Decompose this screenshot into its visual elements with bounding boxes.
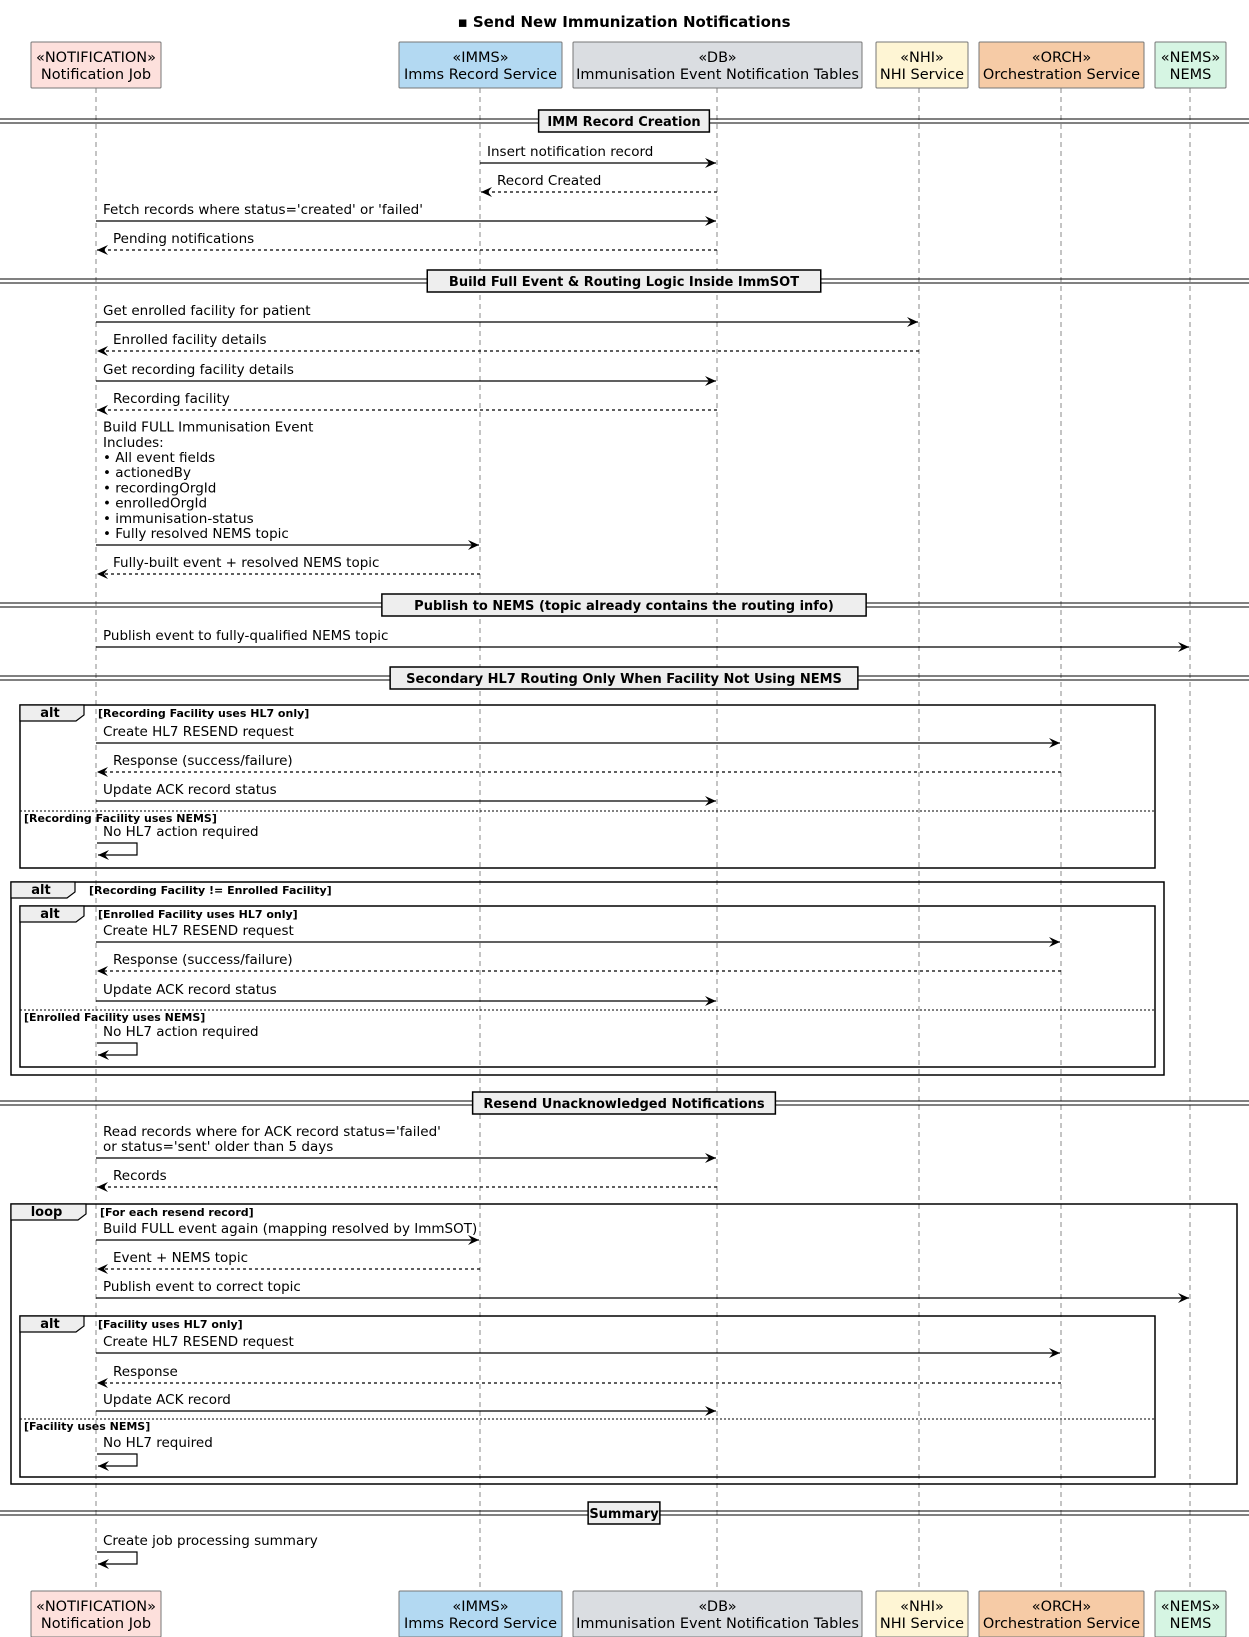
fragment-guard: [Enrolled Facility uses HL7 only] <box>98 908 298 921</box>
fragment-guard: [Facility uses HL7 only] <box>98 1318 243 1331</box>
message <box>97 824 259 855</box>
participant-name: Imms Record Service <box>404 1616 557 1632</box>
fragment-tag: alt <box>40 706 60 721</box>
section-divider-label: Resend Unacknowledged Notifications <box>483 1097 765 1112</box>
message <box>97 1168 717 1187</box>
message-label: Recording facility <box>113 391 230 407</box>
title-bullet-icon: ▪ <box>457 13 473 31</box>
message-label: • recordingOrgId <box>103 480 217 497</box>
fragment-else-guard: [Facility uses NEMS] <box>24 1420 151 1433</box>
message-label: Response (success/failure) <box>113 952 293 968</box>
message-label: Update ACK record status <box>103 782 277 798</box>
message-label: • All event fields <box>103 450 216 466</box>
message-label: Response (success/failure) <box>113 753 293 769</box>
participant-nj-bottom <box>31 1591 161 1637</box>
message <box>96 1334 1060 1353</box>
participant-stereotype: «NHI» <box>900 1599 944 1615</box>
message <box>96 303 918 322</box>
participant-name: Orchestration Service <box>982 67 1141 83</box>
message <box>97 753 1061 772</box>
message-label: Pending notifications <box>113 231 255 247</box>
participant-name: NEMS <box>1169 1616 1212 1632</box>
participant-name: Orchestration Service <box>982 1616 1141 1632</box>
fragment-else-guard: [Recording Facility uses NEMS] <box>24 812 217 825</box>
fragment-guard: [For each resend record] <box>100 1206 254 1219</box>
participant-ims-top <box>399 42 562 88</box>
section-divider <box>0 594 1249 616</box>
participant-nems-top <box>1155 42 1226 88</box>
message-label: Create HL7 RESEND request <box>103 724 294 740</box>
participant-name: NEMS <box>1169 67 1212 83</box>
message-label: • enrolledOrgId <box>103 495 208 512</box>
message-label: Update ACK record status <box>103 982 277 998</box>
message <box>97 231 717 250</box>
message-label: Create job processing summary <box>103 1533 318 1549</box>
section-divider-label: IMM Record Creation <box>547 115 701 130</box>
participant-stereotype: «IMMS» <box>452 1599 509 1615</box>
message-arrow <box>97 1043 137 1055</box>
participant-name: NHI Service <box>879 1616 965 1632</box>
message <box>96 628 1189 647</box>
message <box>96 1124 716 1158</box>
participant-name: Notification Job <box>40 67 152 83</box>
message-label: Build FULL event again (mapping resolved by ImmSOT) <box>103 1221 478 1237</box>
fragment-tag: loop <box>30 1205 63 1220</box>
participant-stereotype: «NHI» <box>900 50 944 66</box>
message-label: Includes: <box>103 434 164 451</box>
participant-stereotype: «NEMS» <box>1160 1599 1221 1615</box>
fragment-guard: [Recording Facility != Enrolled Facility] <box>89 884 332 897</box>
participant-name: Immunisation Event Notification Tables <box>576 67 859 83</box>
message <box>97 1533 318 1564</box>
message <box>97 952 1061 971</box>
message-label: Create HL7 RESEND request <box>103 923 294 939</box>
message-label: Response <box>113 1364 178 1380</box>
message-label: • Fully resolved NEMS topic <box>103 526 289 542</box>
participant-ims-bottom <box>399 1591 562 1637</box>
fragment-tag: alt <box>40 1317 60 1332</box>
participant-name: Imms Record Service <box>404 67 557 83</box>
message-label: Fully-built event + resolved NEMS topic <box>113 555 380 571</box>
message <box>481 173 717 192</box>
message <box>97 391 717 410</box>
message-label: • immunisation-status <box>103 510 254 527</box>
message-arrow <box>97 843 137 855</box>
participant-stereotype: «DB» <box>698 50 737 66</box>
message <box>97 1364 1061 1383</box>
message-label: Insert notification record <box>487 144 654 160</box>
message <box>97 1250 480 1269</box>
participant-nhi-bottom <box>876 1591 968 1637</box>
message <box>96 724 1060 743</box>
section-divider-label: Build Full Event & Routing Logic Inside ImmSOT <box>448 275 800 290</box>
message <box>97 332 919 351</box>
section-divider <box>0 1502 1249 1524</box>
section-divider-label: Secondary HL7 Routing Only When Facility Not Using NEMS <box>406 672 842 687</box>
message <box>97 1024 259 1055</box>
message-label: Create HL7 RESEND request <box>103 1334 294 1350</box>
message-label: Update ACK record <box>103 1392 231 1408</box>
svg-text:▪ Send New Immunization Notifi <box>457 13 790 31</box>
participant-stereotype: «IMMS» <box>452 50 509 66</box>
message-label: Get recording facility details <box>103 362 294 378</box>
participant-db-bottom <box>573 1591 862 1637</box>
participant-nj-top <box>31 42 161 88</box>
message-label: Record Created <box>497 173 602 189</box>
message-label: No HL7 required <box>103 1435 213 1451</box>
section-divider <box>0 270 1249 292</box>
diagram-title: Send New Immunization Notifications <box>472 13 791 31</box>
fragment-else-guard: [Enrolled Facility uses NEMS] <box>24 1011 206 1024</box>
message <box>96 1392 716 1411</box>
message <box>96 782 716 801</box>
message-label: Publish event to correct topic <box>103 1279 301 1295</box>
fragment-guard: [Recording Facility uses HL7 only] <box>98 707 310 720</box>
message-label: Records <box>113 1168 167 1184</box>
section-divider-label: Summary <box>589 1507 659 1522</box>
participant-name: NHI Service <box>879 67 965 83</box>
message <box>96 982 716 1001</box>
participant-nhi-top <box>876 42 968 88</box>
message-label: No HL7 action required <box>103 824 259 840</box>
participant-stereotype: «ORCH» <box>1031 1599 1092 1615</box>
section-divider <box>0 110 1249 132</box>
message <box>96 1279 1189 1298</box>
message-label: or status='sent' older than 5 days <box>103 1139 334 1155</box>
participant-name: Immunisation Event Notification Tables <box>576 1616 859 1632</box>
message <box>96 362 716 381</box>
message-arrow <box>97 1454 137 1466</box>
participant-stereotype: «NEMS» <box>1160 50 1221 66</box>
participant-stereotype: «NOTIFICATION» <box>35 1599 157 1615</box>
message-label: No HL7 action required <box>103 1024 259 1040</box>
message <box>480 144 716 163</box>
section-divider-label: Publish to NEMS (topic already contains the routing info) <box>414 599 834 614</box>
message-label: Build FULL Immunisation Event <box>103 419 314 436</box>
participant-orch-bottom <box>979 1591 1144 1637</box>
participant-orch-top <box>979 42 1144 88</box>
message <box>96 1221 479 1240</box>
message <box>96 923 1060 942</box>
message <box>96 420 479 545</box>
message <box>97 1435 213 1466</box>
message-label: Read records where for ACK record status='failed' <box>103 1123 441 1140</box>
message <box>97 555 480 574</box>
message-label: Get enrolled facility for patient <box>103 303 311 319</box>
participant-name: Notification Job <box>40 1616 152 1632</box>
message-label: Event + NEMS topic <box>113 1250 248 1266</box>
participant-db-top <box>573 42 862 88</box>
fragment-tag: alt <box>40 907 60 922</box>
message <box>96 202 716 221</box>
section-divider <box>0 667 1249 689</box>
message-arrow <box>97 1552 137 1564</box>
message-label: • actionedBy <box>103 465 191 482</box>
participant-stereotype: «ORCH» <box>1031 50 1092 66</box>
section-divider <box>0 1092 1249 1114</box>
participant-stereotype: «NOTIFICATION» <box>35 50 157 66</box>
message-label: Enrolled facility details <box>113 332 267 348</box>
message-label: Publish event to fully-qualified NEMS topic <box>103 628 389 644</box>
message-label: Fetch records where status='created' or 'failed' <box>103 202 423 218</box>
participant-nems-bottom <box>1155 1591 1226 1637</box>
fragment-tag: alt <box>31 883 51 898</box>
participant-stereotype: «DB» <box>698 1599 737 1615</box>
